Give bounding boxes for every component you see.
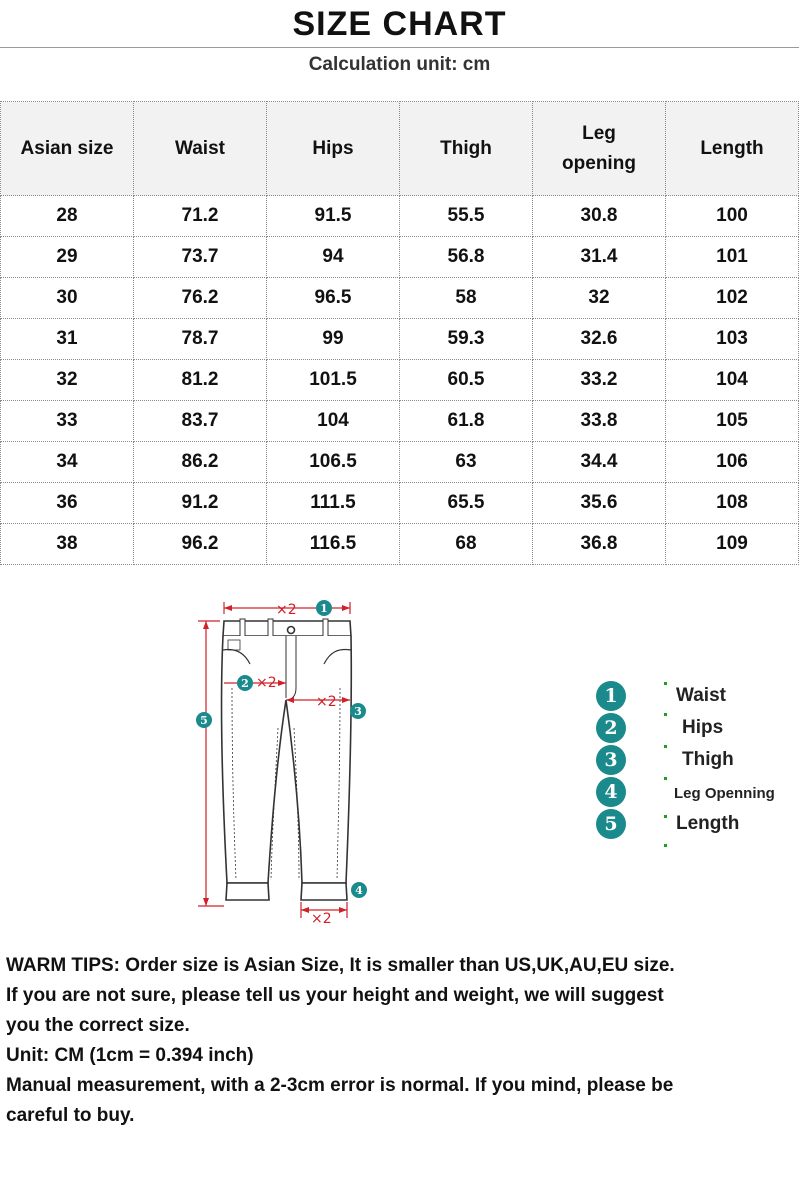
- table-row: [1, 278, 799, 319]
- table-cell: 56.8: [400, 237, 533, 278]
- table-cell: 91.2: [134, 483, 267, 524]
- tick-mark: [664, 713, 667, 716]
- table-cell: 31: [1, 319, 134, 360]
- size-table: [0, 101, 799, 565]
- marker-length: 5: [200, 714, 208, 727]
- legend-label: Leg Openning: [674, 785, 775, 802]
- legend-item-thigh: [596, 745, 796, 775]
- table-cell: 104: [267, 401, 400, 442]
- header-leg-opening-text: Leg opening: [562, 122, 636, 174]
- tips-line: Manual measurement, with a 2-3cm error is normal. If you mind, please be: [6, 1075, 674, 1096]
- tick-mark: [664, 777, 667, 780]
- table-cell: 30.8: [533, 196, 666, 237]
- marker-leg-opening: 4: [355, 884, 363, 897]
- marker-hips: 2: [241, 677, 249, 690]
- header-length: Length: [666, 102, 799, 196]
- table-cell: 34.4: [533, 442, 666, 483]
- table-row: [1, 237, 799, 278]
- table-cell: 109: [666, 524, 799, 565]
- table-cell: 94: [267, 237, 400, 278]
- table-cell: 81.2: [134, 360, 267, 401]
- legend-label: Waist: [676, 685, 726, 706]
- table-row: [1, 401, 799, 442]
- tips-line: you the correct size.: [6, 1015, 190, 1036]
- waist-multiplier: ×2: [276, 602, 297, 618]
- table-cell: 33.8: [533, 401, 666, 442]
- tips-line: Unit: CM (1cm = 0.394 inch): [6, 1045, 254, 1066]
- table-cell: 32: [533, 278, 666, 319]
- table-cell: 101: [666, 237, 799, 278]
- pants-measurement-diagram: [180, 588, 380, 928]
- legend-label: Hips: [682, 717, 724, 738]
- table-cell: 35.6: [533, 483, 666, 524]
- table-row: [1, 360, 799, 401]
- table-cell: 91.5: [267, 196, 400, 237]
- table-cell: 106: [666, 442, 799, 483]
- legend-item-leg-opening: [596, 777, 796, 807]
- table-cell: 99: [267, 319, 400, 360]
- table-cell: 34: [1, 442, 134, 483]
- table-cell: 32.6: [533, 319, 666, 360]
- table-cell: 86.2: [134, 442, 267, 483]
- table-cell: 83.7: [134, 401, 267, 442]
- table-header-row: [1, 102, 799, 196]
- legend-item-length: [596, 809, 796, 839]
- table-cell: 63: [400, 442, 533, 483]
- leg-opening-multiplier: ×2: [311, 911, 332, 927]
- table-cell: 78.7: [134, 319, 267, 360]
- legend-number: 5: [596, 809, 626, 839]
- table-cell: 96.5: [267, 278, 400, 319]
- table-cell: 36: [1, 483, 134, 524]
- table-cell: 61.8: [400, 401, 533, 442]
- legend-label: Length: [676, 813, 740, 834]
- legend-number: 4: [596, 777, 626, 807]
- table-cell: 28: [1, 196, 134, 237]
- tips-line: WARM TIPS: Order size is Asian Size, It is smaller than US,UK,AU,EU size.: [6, 955, 675, 976]
- tips-line: careful to buy.: [6, 1105, 135, 1126]
- marker-thigh: 3: [354, 705, 362, 718]
- table-cell: 29: [1, 237, 134, 278]
- table-cell: 30: [1, 278, 134, 319]
- table-cell: 103: [666, 319, 799, 360]
- table-cell: 71.2: [134, 196, 267, 237]
- table-cell: 68: [400, 524, 533, 565]
- title-divider: [0, 47, 799, 48]
- table-cell: 73.7: [134, 237, 267, 278]
- marker-waist: 1: [320, 602, 328, 615]
- table-cell: 102: [666, 278, 799, 319]
- table-row: [1, 483, 799, 524]
- header-leg-opening: [533, 102, 666, 196]
- measurement-legend: [596, 676, 796, 856]
- table-cell: 105: [666, 401, 799, 442]
- legend-item-hips: [596, 713, 796, 743]
- table-cell: 32: [1, 360, 134, 401]
- table-cell: 60.5: [400, 360, 533, 401]
- thigh-multiplier: ×2: [316, 694, 337, 710]
- table-cell: 58: [400, 278, 533, 319]
- tips-line: If you are not sure, please tell us your height and weight, we will suggest: [6, 985, 664, 1006]
- table-cell: 31.4: [533, 237, 666, 278]
- legend-label: Thigh: [682, 749, 734, 770]
- table-cell: 59.3: [400, 319, 533, 360]
- header-hips: Hips: [267, 102, 400, 196]
- table-cell: 55.5: [400, 196, 533, 237]
- legend-number: 2: [596, 713, 626, 743]
- tick-mark: [664, 682, 667, 685]
- table-cell: 100: [666, 196, 799, 237]
- tick-mark: [664, 815, 667, 818]
- table-cell: 96.2: [134, 524, 267, 565]
- table-cell: 104: [666, 360, 799, 401]
- table-cell: 38: [1, 524, 134, 565]
- table-cell: 106.5: [267, 442, 400, 483]
- warm-tips: [6, 951, 796, 1131]
- legend-number: 1: [596, 681, 626, 711]
- table-row: [1, 319, 799, 360]
- header-waist: Waist: [134, 102, 267, 196]
- table-cell: 101.5: [267, 360, 400, 401]
- table-row: [1, 524, 799, 565]
- table-row: [1, 196, 799, 237]
- table-cell: 33: [1, 401, 134, 442]
- table-cell: 76.2: [134, 278, 267, 319]
- table-cell: 65.5: [400, 483, 533, 524]
- hips-multiplier: ×2: [256, 675, 277, 691]
- page-title: SIZE CHART: [292, 5, 507, 43]
- tick-mark: [664, 745, 667, 748]
- unit-subtitle: Calculation unit: cm: [308, 54, 491, 75]
- legend-number: 3: [596, 745, 626, 775]
- table-cell: 108: [666, 483, 799, 524]
- legend-item-waist: [596, 681, 796, 711]
- tick-mark: [664, 844, 667, 847]
- pants-outline-icon: [222, 619, 352, 900]
- table-cell: 36.8: [533, 524, 666, 565]
- header-thigh: Thigh: [400, 102, 533, 196]
- header-asian-size: Asian size: [1, 102, 134, 196]
- table-cell: 111.5: [267, 483, 400, 524]
- table-cell: 33.2: [533, 360, 666, 401]
- table-row: [1, 442, 799, 483]
- table-cell: 116.5: [267, 524, 400, 565]
